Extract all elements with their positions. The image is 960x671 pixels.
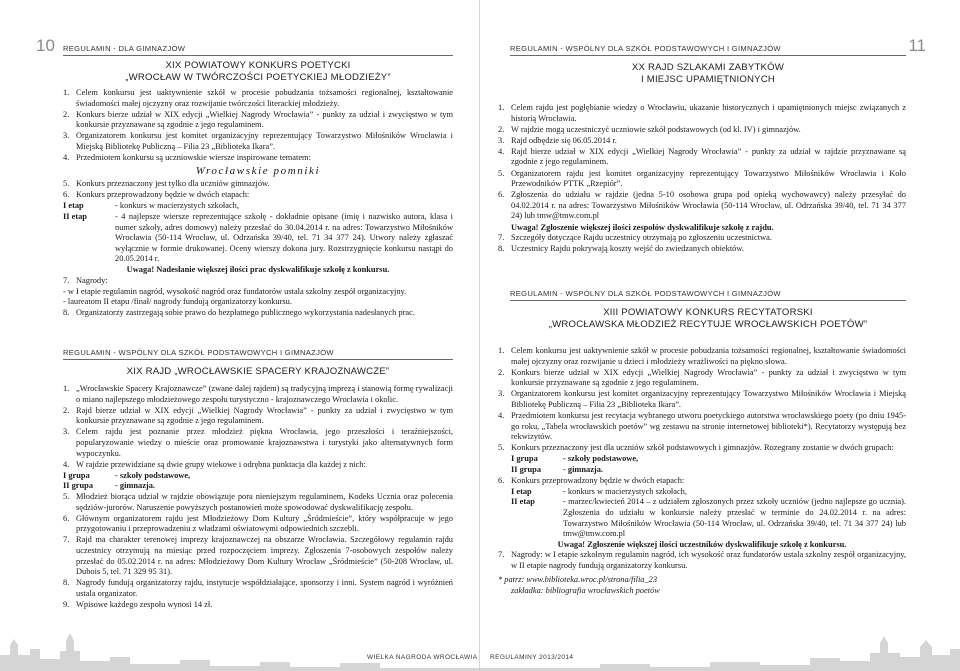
prize-line: - w I etapie regulamin nagród, wysokość nagród oraz fundatorów ustala szkolny zespół organizacyjny.: [63, 286, 407, 296]
list-item: 8. Uczestnicy Rajdu pokrywają koszty wejść do zwiedzanych obiektów.: [498, 244, 744, 254]
stage-row: II etap - marzec/kwiecień 2014 – z udziałem zgłoszonych przez szkoły uczniów (jedno najlepsze go ucznia). Zgłoszenia do udziału w konkursie należy przesłać w terminie do 24.02.2014 r. na adres: Towarzystwo Miłośników Wrocławia (50-114 Wrocław, ul. Odrzańska 39/40, tel. 71 34 377 24) lub tmw@tmw.com.pl: [511, 497, 906, 539]
list-item: 8. Nagrody fundują organizatorzy rajdu, instytucje współdziałające, sponsorzy i inni. System nagród i wyróżnień ustala organizator.: [63, 578, 453, 598]
list-item: 5. Konkurs przeznaczony jest tylko dla uczniów gimnazjów.: [63, 179, 270, 189]
page-number-left: 10: [36, 36, 55, 55]
list-item: 6. Konkurs przeprowadzony będzie w dwóch etapach:: [63, 190, 250, 200]
title-walks-rally: XIX RAJD „WROCŁAWSKIE SPACERY KRAJOZNAWCZE”: [126, 366, 390, 377]
poetry-rules: [63, 88, 453, 319]
title-line-2: I MIEJSC UPAMIĘTNIONYCH: [641, 74, 775, 85]
list-item: 1. Celem konkursu jest uaktywnienie szkół w procesie pobudzania tożsamości regionalnej, kształtowanie świadomości małej ojczyzny oraz rozwijanie u dzieci i młodzieży wrażliwości na piękno słowa.: [498, 346, 906, 366]
list-item: 5. Organizatorem rajdu jest komitet organizacyjny reprezentujący Towarzystwo Miłośników Wrocławia i Koło Przewodników PTTK „Rzepiór”.: [498, 168, 906, 189]
list-item: 7. Nagrody:: [63, 275, 108, 285]
list-item: 1. „Wrocławskie Spacery Krajoznawcze” (zwane dalej rajdem) są tradycyjną imprezą i stanowią formę rywalizacji o miano najlepszego młodzieżowego zespołu turystyczno - krajoznawczego Wrocławia i okolic.: [63, 384, 453, 404]
stage-row: II etap - 4 najlepsze wiersze reprezentujące szkołę - dokładnie opisane (imię i nazwisko autora, klasa i numer szkoły, adres domowy) należy przesłać do 30.04.2014 r. na adres: Towarzystwo Miłośników Wrocławia (50-114 Wrocław, ul. Odrzańska 39/40, tel. 71 34 377 24). Utwory należy zgłaszać wyłącznie w formie drukowanej. Oceny wierszy dokona jury. Rozstrzygnięcie konkursu nastąpi do 20.05.2014 r.: [63, 212, 453, 264]
list-item: 2. W rajdzie mogą uczestniczyć uczniowie szkół podstawowych (od kl. IV) i gimnazjów.: [498, 124, 801, 134]
list-item: 2. Konkurs bierze udział w XIX edycji „Wielkiej Nagrody Wrocławia” - punkty za udział i zwycięstwo w tym konkursie przyznawane są zgodnie z jego regulaminem.: [498, 367, 906, 388]
list-item: 7. Nagrody: w I etapie szkolnym regulamin nagród, ich wysokość oraz fundatorów ustala szkolny zespół organizacyjny, w II etapie nagrody fundują organizatorzy konkursu.: [498, 550, 906, 570]
list-item: 7. Rajd ma charakter terenowej imprezy krajoznawczej na obszarze Wrocławia. Szczegółowy regulamin rajdu uczestnicy otrzymują na miesiąc przed rozpoczęciem imprezy. Zgłoszenia 7-osobowych zespołów należy przesłać do 05.02.2014 r. na adres: Młodzieżowy Dom Kultury Wrocław „Śródmieście” (50-208 Wrocław, ul. Dubois 5, tel. 71 329 95 31).: [63, 535, 453, 577]
list-item: 6. Zgłoszenia do udziału w rajdzie (jedna 5-10 osobowa grupa pod opieką wychowawcy) należy przesyłać do 04.02.2014 r. na adres: Towarzystwo Miłośników Wrocławia (50-114 Wrocław, ul. Odrzańska 39/40, tel. 71 34 377 24) lub tmw@tmw.com.pl: [498, 190, 906, 221]
list-item: 6. Konkurs przeprowadzony będzie w dwóch etapach:: [498, 475, 685, 485]
footer-left: WIELKA NAGRODA WROCŁAWIA: [367, 654, 478, 661]
list-item: 4. Rajd bierze udział w XIX edycji „Wielkiej Nagrody Wrocławia” - punkty za udział w rajdzie przyznawane są zgodnie z jego regulaminem.: [498, 146, 906, 167]
list-item: 3. Organizatorem konkursu jest komitet organizacyjny reprezentujący Towarzystwo Miłośników Wrocławia i Miejską Bibliotekę Publiczną – Filia 23 „Biblioteka Ikara”.: [498, 389, 906, 409]
group-row: I grupa - szkoły podstawowe,: [511, 454, 639, 464]
title-line-1: XX RAJD SZLAKAMI ZABYTKÓW: [631, 62, 785, 73]
group-row: II grupa - gimnazja.: [511, 465, 604, 475]
list-item: 9. Wpisowe każdego zespołu wynosi 14 zł.: [63, 599, 213, 609]
footnote-line-1: * patrz: www.biblioteka.wroc.pl/strona/filia_23: [498, 575, 658, 585]
title-recitation-contest: [510, 307, 906, 331]
contest-theme: Wrocławskie pomniki: [195, 164, 321, 177]
title-monuments-rally: [510, 62, 906, 86]
prize-line: - laureatom II etapu /finał/ nagrody fundują organizatorzy konkursu.: [63, 297, 292, 307]
footnote-line-2: zakładka: bibliografia wrocławskich poetów: [511, 586, 660, 596]
list-item: 3. Rajd odbędzie się 06.05.2014 r.: [498, 135, 617, 145]
list-item: 7. Szczegóły dotyczące Rajdu uczestnicy otrzymają po zgłoszeniu uczestnictwa.: [498, 233, 772, 243]
list-item: 4. W rajdzie przewidziane są dwie grupy wiekowe i odrębna punktacja dla każdej z nich:: [63, 459, 366, 469]
recitation-rules: [498, 346, 906, 597]
right-page: [480, 0, 960, 671]
section-header-poetry: REGULAMIN - DLA GIMNAZJÓW: [63, 44, 453, 56]
list-item: 5. Młodzież biorąca udział w rajdzie obowiązuje pora nieniejszym regulaminem, Kodeks Ucznia oraz polecenia sędziów-jurorów. Naruszenie powyższych postanowień może spowodować dyskwalifikację zespołu.: [63, 491, 453, 512]
section-header-walks: REGULAMIN - WSPÓLNY DLA SZKÓŁ PODSTAWOWYCH I GIMNAZJÓW: [63, 348, 453, 360]
city-skyline-decoration: [0, 631, 480, 671]
title-line-2: „WROCŁAWSKA MŁODZIEŻ RECYTUJE WROCŁAWSKICH POETÓW”: [548, 319, 868, 330]
section-header-recitation: REGULAMIN - WSPÓLNY DLA SZKÓŁ PODSTAWOWYCH I GIMNAZJÓW: [510, 289, 906, 301]
footer-right: REGULAMINY 2013/2014: [490, 654, 574, 661]
list-item: 8. Organizatorzy zastrzegają sobie prawo do bezpłatnego publicznego wykorzystania nadesłanych prac.: [63, 307, 415, 317]
list-item: 1. Celem konkursu jest uaktywnienie szkół w procesie pobudzania tożsamości regionalnej, kształtowanie świadomości małej ojczyzny oraz rozwijanie twórczości literackiej młodzieży.: [63, 88, 453, 108]
walks-rules: [63, 384, 453, 611]
title-poetry-contest: [63, 60, 453, 84]
title-line-1: XIII POWIATOWY KONKURS RECYTATORSKI: [603, 307, 813, 318]
list-item: 6. Głównym organizatorem rajdu jest Młodzieżowy Dom Kultury „Śródmieście”, który współpracuje w jego przygotowaniu i przeprowadzeniu z władzami oświatowymi odpowiednich szczebli.: [63, 513, 453, 534]
list-item: 4. Przedmiotem konkursu są uczniowskie wiersze inspirowane tematem:: [63, 153, 311, 163]
page-number-right: 11: [908, 36, 926, 55]
title-line-2: „WROCŁAW W TWÓRCZOŚCI POETYCKIEJ MŁODZIEŻY”: [125, 72, 391, 83]
list-item: 3. Celem rajdu jest poznanie przez młodzież piękna Wrocławia, jego przeszłości i teraźniejszości, popularyzowanie wiedzy o mieście oraz promowanie krajoznawstwa i turystyki jako alternatywnych form wypoczynku.: [63, 427, 453, 458]
list-item: 5. Konkurs przeznaczony jest dla uczniów szkół podstawowych i gimnazjów. Rozegrany zostanie w dwóch grupach:: [498, 443, 894, 453]
list-item: 4. Przedmiotem konkursu jest recytacja wybranego utworu poetyckiego autorstwa wrocławskiego poety (po dniu 1945-go roku, „Tabela wrocławskich poetów” wg zestawu na stronie internetowej biblioteki*). Recytatorzy występują bez rekwizytów.: [498, 411, 906, 442]
list-item: 3. Organizatorem konkursu jest komitet organizacyjny reprezentujący Towarzystwo Miłośników Wrocławia i Miejską Bibliotekę Publiczną – Filia 23 „Biblioteka Ikara”.: [63, 131, 453, 151]
stage-row: I etap - konkurs w macierzystych szkołach,: [511, 486, 687, 496]
notice: Uwaga! Zgłoszenie większej ilości uczestników dyskwalifikuje szkołę z konkursu.: [557, 539, 847, 549]
section-header-monuments: REGULAMIN - WSPÓLNY DLA SZKÓŁ PODSTAWOWYCH I GIMNAZJÓW: [510, 44, 906, 56]
monuments-rules: [498, 103, 906, 255]
list-item: 1. Celem rajdu jest pogłębianie wiedzy o Wrocławiu, ukazanie historycznych i upamiętnionych miejsc związanych z historią Wrocławia.: [498, 103, 906, 123]
notice: Uwaga! Zgłoszenie większej ilości zespołów dyskwalifikuje szkołę z rajdu.: [511, 222, 774, 232]
title-line-1: XIX POWIATOWY KONKURS POETYCKI: [165, 60, 351, 71]
group-row: I grupa - szkoły podstawowe,: [63, 470, 191, 480]
city-skyline-decoration: [480, 631, 960, 671]
list-item: 2. Konkurs bierze udział w XIX edycji „Wielkiej Nagrody Wrocławia” - punkty za udział i zwycięstwo w tym konkursie przyznawane są zgodnie z jego regulaminem.: [63, 109, 453, 130]
notice: Uwaga! Nadesłanie większej ilości prac dyskwalifikuje szkołę z konkursu.: [126, 265, 390, 274]
stage-row: I etap - konkurs w macierzystych szkołach,: [63, 201, 239, 211]
group-row: II grupa - gimnazja.: [63, 481, 156, 491]
list-item: 2. Rajd bierze udział w XIX edycji „Wielkiej Nagrody Wrocławia” - punkty za udział i zwycięstwo w tym konkursie przyznawane są zgodnie z jego regulaminem.: [63, 405, 453, 426]
